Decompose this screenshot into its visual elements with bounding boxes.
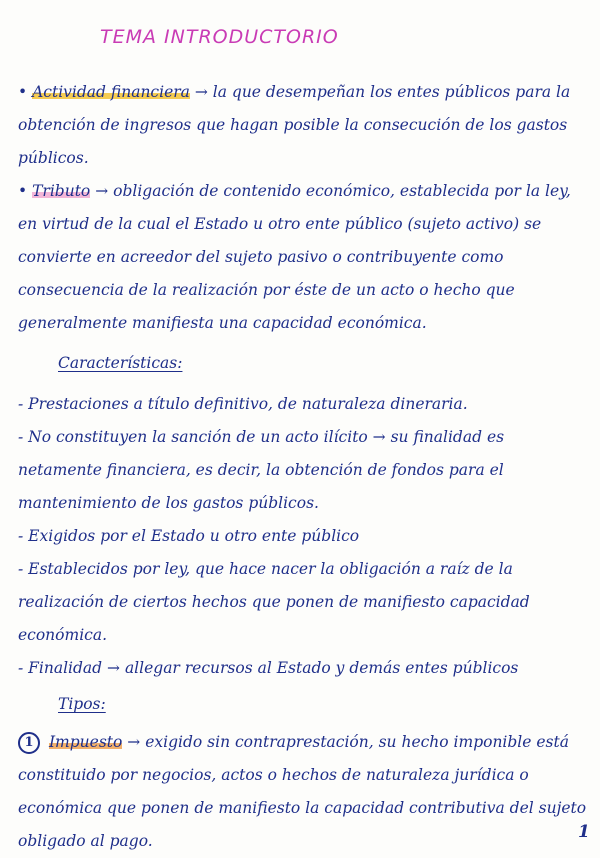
heading-caracteristicas: Características: bbox=[58, 354, 183, 372]
type-impuesto bbox=[18, 726, 588, 858]
definition-text: la que desempeñan los entes públicos para la obtención de ingresos que hagan posible la consecución de los gastos públicos. bbox=[18, 83, 571, 167]
page-number: 1 bbox=[578, 822, 590, 842]
definition-tributo bbox=[18, 175, 588, 340]
bullet: • bbox=[18, 83, 28, 101]
list-item: - Exigidos por el Estado u otro ente público bbox=[18, 527, 360, 545]
page-title: TEMA INTRODUCTORIO bbox=[100, 26, 339, 48]
number-badge: 1 bbox=[18, 732, 40, 754]
characteristics-list bbox=[18, 388, 588, 685]
arrow: → bbox=[95, 182, 109, 200]
term-impuesto: Impuesto bbox=[48, 733, 123, 751]
definition-text: obligación de contenido económico, establecida por la ley, en virtud de la cual el Estado u otro ente público (sujeto activo) se convierte en acreedor del sujeto pasivo o contribuyente como consecuencia de la realización por éste de un acto o hecho que generalmente manifiesta una capacidad económica. bbox=[18, 182, 571, 332]
term-actividad-financiera: Actividad financiera bbox=[32, 83, 190, 101]
heading-tipos: Tipos: bbox=[58, 695, 106, 713]
list-item: - No constituyen la sanción de un acto ilícito → su finalidad es netamente financiera, es decir, la obtención de fondos para el mantenimiento de los gastos públicos. bbox=[18, 428, 505, 512]
term-tributo: Tributo bbox=[32, 182, 91, 200]
arrow: → bbox=[127, 733, 141, 751]
definition-text: exigido sin contraprestación, su hecho imponible está constituido por negocios, actos o hechos de naturaleza jurídica o económica que ponen de manifiesto la capacidad contributiva del sujeto obligado al pago. bbox=[18, 733, 587, 850]
list-item: - Finalidad → allegar recursos al Estado y demás entes públicos bbox=[18, 659, 519, 677]
arrow: → bbox=[194, 83, 208, 101]
definition-actividad-financiera bbox=[18, 76, 588, 175]
bullet: • bbox=[18, 182, 28, 200]
list-item: - Establecidos por ley, que hace nacer la obligación a raíz de la realización de ciertos hechos que ponen de manifiesto capacidad económica. bbox=[18, 560, 530, 644]
list-item: - Prestaciones a título definitivo, de naturaleza dineraria. bbox=[18, 395, 468, 413]
